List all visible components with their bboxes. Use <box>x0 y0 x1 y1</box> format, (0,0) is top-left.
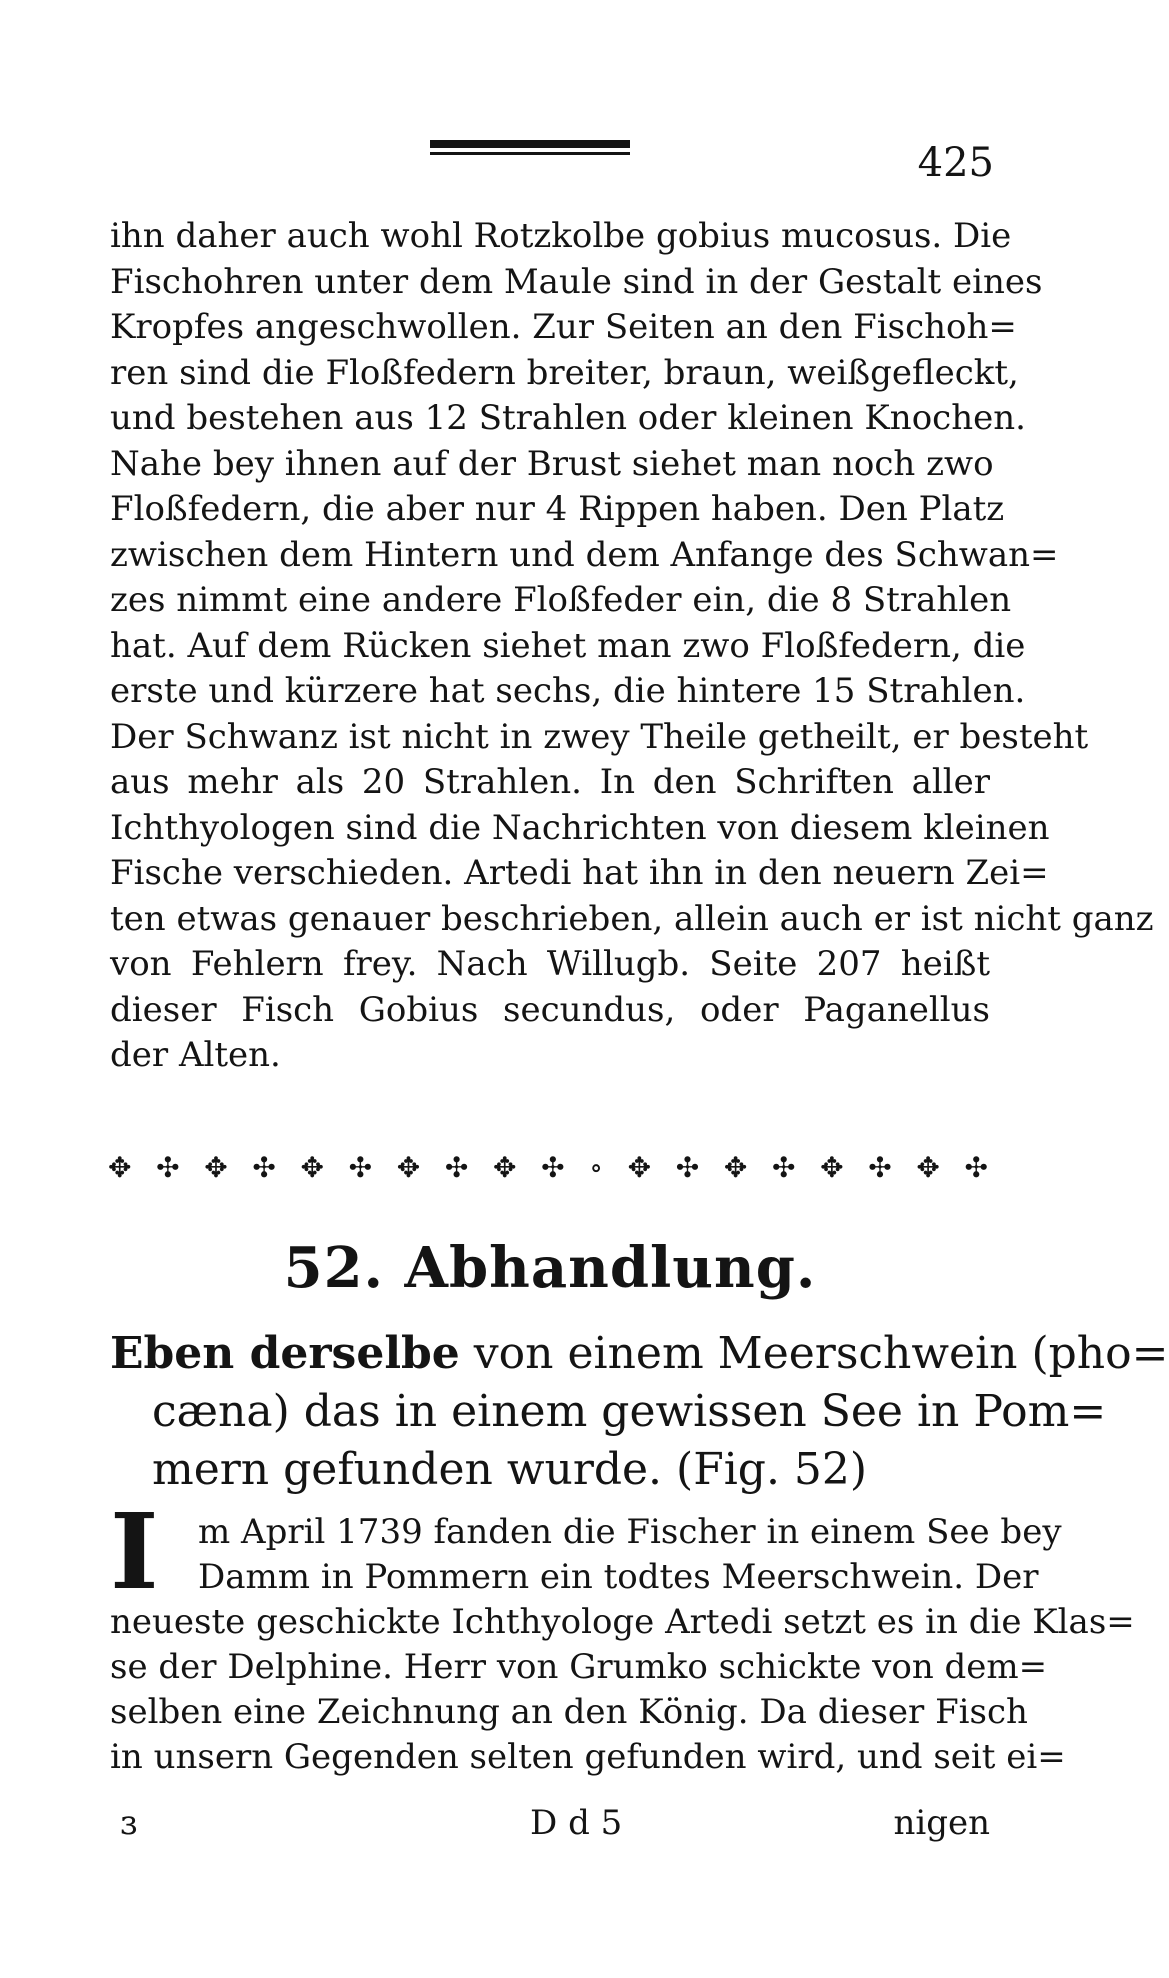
subtitle-lead: Eben derselbe <box>110 1328 460 1379</box>
ornament-glyph: ✥ <box>396 1151 421 1184</box>
ornament-glyph: ✥ <box>723 1151 748 1184</box>
text-line: zes nimmt eine andere Floßfeder ein, die 8 Strahlen <box>110 580 1012 620</box>
ornament-glyph: ✥ <box>627 1151 652 1184</box>
text-line: hat. Auf dem Rücken siehet man zwo Floßfedern, die <box>110 625 1026 666</box>
section-title: 52. Abhandlung. <box>283 1235 817 1301</box>
section-subtitle <box>110 1325 1169 1499</box>
ornament-glyph: ✣ <box>675 1151 700 1184</box>
text-line: der Alten. <box>110 1035 281 1075</box>
text-line: aus mehr als 20 Strahlen. In den Schriften aller <box>110 762 990 802</box>
subtitle-line: mern gefunden wurde. (Fig. 52) <box>152 1444 868 1495</box>
text-line: Floßfedern, die aber nur 4 Rippen haben. Den Platz <box>110 489 1005 529</box>
subtitle-line <box>110 1325 1169 1383</box>
ornament-glyph: ∘ <box>589 1151 603 1184</box>
text-line: Kropfes angeschwollen. Zur Seiten an den Fischoh= <box>110 307 1017 347</box>
ornament-glyph: ✥ <box>493 1151 517 1184</box>
text-line: ten etwas genauer beschrieben, allein auch er ist nicht ganz <box>110 898 1154 939</box>
ornament-glyph: ✣ <box>156 1151 180 1184</box>
text-line: neueste geschickte Ichthyologe Artedi setzt es in die Klas= <box>110 1602 1135 1642</box>
text-line: Damm in Pommern ein todtes Meerschwein. Der <box>198 1557 1039 1597</box>
ornament-glyph: ✥ <box>300 1151 324 1184</box>
ornament-glyph: ✣ <box>444 1151 469 1184</box>
text-line: ren sind die Floßfedern breiter, braun, weißgefleckt, <box>110 352 1019 393</box>
text-line: ihn daher auch wohl Rotzkolbe gobius mucosus. Die <box>110 216 1012 256</box>
text-line: dieser Fisch Gobius secundus, oder Paganellus <box>110 989 990 1030</box>
ornament-glyph: ✥ <box>820 1151 844 1184</box>
ornamental-divider <box>108 1148 988 1188</box>
text-line: se der Delphine. Herr von Grumko schickte von dem= <box>110 1647 1048 1687</box>
paragraph-new <box>110 1510 1135 1780</box>
subtitle-rest: von einem Meerschwein (pho= <box>459 1328 1169 1379</box>
text-line: Fischohren unter dem Maule sind in der Gestalt eines <box>110 261 1043 302</box>
page-footer <box>110 1800 990 1846</box>
text-line: Ichthyologen sind die Nachrichten von diesem kleinen <box>110 807 1050 848</box>
text-line: Der Schwanz ist nicht in zwey Theile getheilt, er besteht <box>110 716 1089 757</box>
ornament-glyph: ✥ <box>108 1151 132 1184</box>
header-rule-thin <box>430 152 630 155</box>
header-rule <box>430 140 630 158</box>
ornament-glyph: ✣ <box>868 1151 892 1184</box>
signature-mark: D d 5 <box>530 1803 623 1843</box>
drop-cap: I <box>110 1490 159 1613</box>
text-line: zwischen dem Hintern und dem Anfange des Schwan= <box>110 534 1059 575</box>
header-rule-thick <box>430 140 630 148</box>
text-line: und bestehen aus 12 Strahlen oder kleinen Knochen. <box>110 398 1026 438</box>
ornament-glyph: ✣ <box>541 1151 565 1184</box>
text-line: von Fehlern frey. Nach Willugb. Seite 207 heißt <box>110 944 990 984</box>
ornament-glyph: ✥ <box>916 1151 940 1184</box>
ornament-glyph: ✣ <box>252 1151 276 1184</box>
ornament-glyph: ✣ <box>772 1151 796 1184</box>
text-line: m April 1739 fanden die Fischer in einem See bey <box>198 1512 1062 1552</box>
page-number: 425 <box>917 140 994 186</box>
text-line: Fische verschieden. Artedi hat ihn in den neuern Zei= <box>110 853 1049 893</box>
text-line: Nahe bey ihnen auf der Brust siehet man noch zwo <box>110 443 994 484</box>
text-line: in unsern Gegenden selten gefunden wird, und seit ei= <box>110 1737 1066 1777</box>
paragraph-continued <box>110 214 1154 1079</box>
footer-mark: ɜ <box>120 1803 138 1843</box>
ornament-glyph: ✥ <box>204 1151 228 1184</box>
catchword: nigen <box>893 1803 990 1843</box>
ornament-glyph: ✣ <box>964 1151 988 1184</box>
ornament-glyph: ✣ <box>348 1151 373 1184</box>
text-line: selben eine Zeichnung an den König. Da dieser Fisch <box>110 1692 1028 1732</box>
subtitle-line: cæna) das in einem gewissen See in Pom= <box>152 1386 1107 1437</box>
text-line: erste und kürzere hat sechs, die hintere 15 Strahlen. <box>110 671 1026 711</box>
